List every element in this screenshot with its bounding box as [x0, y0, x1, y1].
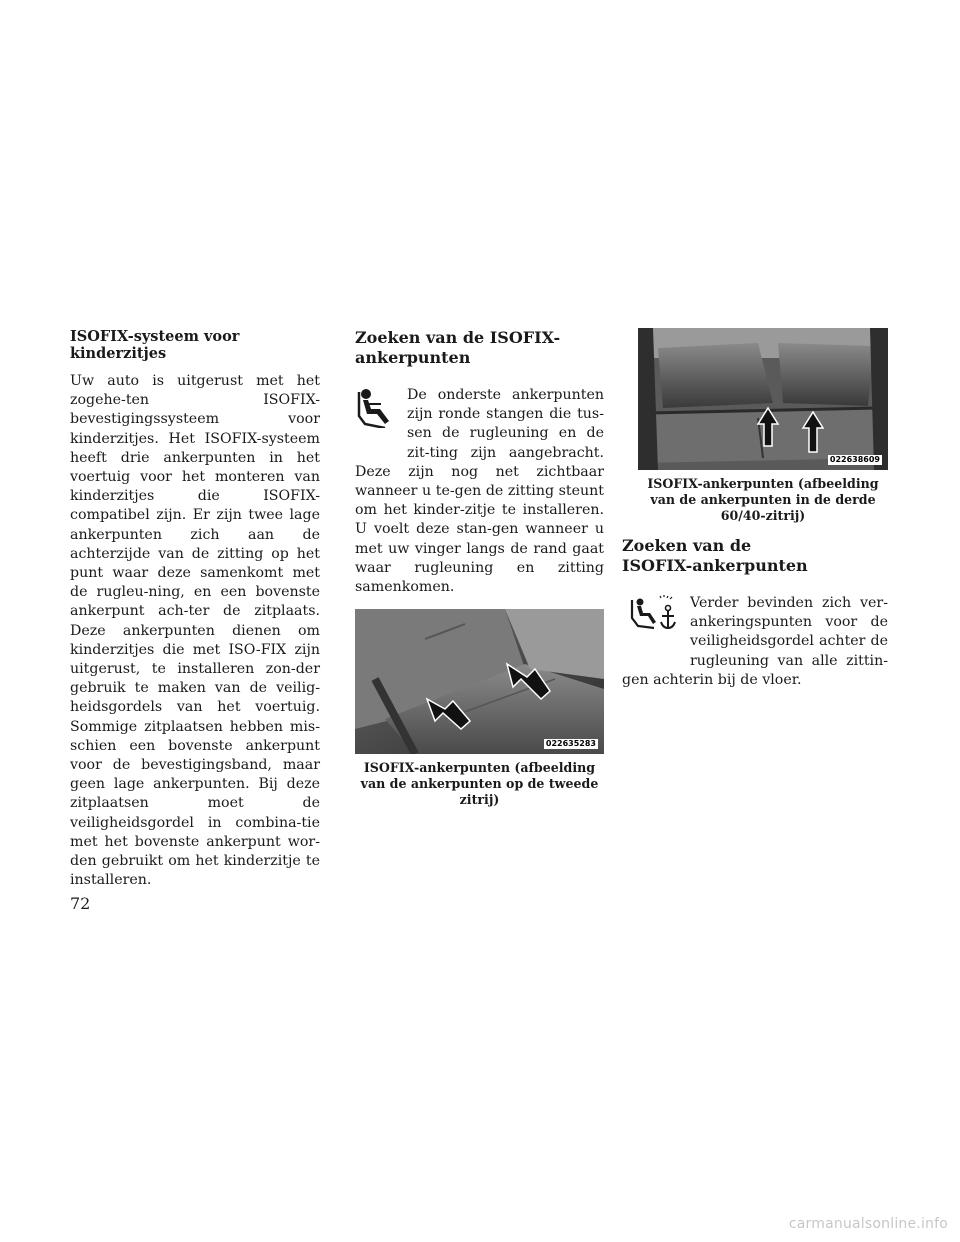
- column-1: [70, 328, 320, 890]
- rear-seat-photo: [355, 609, 604, 754]
- section-body: Uw auto is uitgerust met het zogehe-ten ISOFIX-bevestigingssysteem voor kinderzitjes. Het ISOFIX-systeem heeft drie ankerpunten in het voertuig voor het monteren van kinderzitjes die ISOFIX-compatibel zijn. Er zijn twee lage ankerpunten zich aan de achterzijde van de zitting op het punt waar deze samenkomt met de rugleu-ning, en een bovenste ankerpunt ach-ter de zitplaats. Deze ankerpunten dienen om kinderzitjes die met ISO-FIX zijn uitgerust, te installeren zon-der gebruik te maken van de veilig-heidsgordels van het voertuig. Sommige zitplaatsen hebben mis-schien een bovenste ankerpunt voor de bevestigingsband, maar geen lage ankerpunten. Bij deze zitplaatsen moet de veiligheidsgordel in combina-tie met het bovenste ankerpunt wor-den gebruikt om het kinderzitje te installeren.: [70, 373, 320, 889]
- section-body: De onderste ankerpunten zijn ronde stangen die tus-sen de rugleuning en de zit-ting zijn aangebracht. Deze zijn nog net zichtbaar wanneer u te-gen de zitting steunt om het kinder-zitje te installeren. U voelt deze stan-gen wanneer u met uw vinger langs de rand gaat waar rugleuning en zitting samenkomen.: [355, 387, 604, 596]
- column-3: [622, 328, 888, 690]
- section-heading: ISOFIX-systeem voor kinderzitjes: [70, 328, 240, 362]
- photo-code: 022638609: [829, 455, 880, 464]
- photo-code: 022635283: [545, 739, 596, 749]
- section-heading: Zoeken van de ISOFIX-ankerpunten: [355, 328, 561, 367]
- page-number: 72: [70, 894, 91, 913]
- watermark: carmanualsonline.info: [788, 1216, 948, 1232]
- photo-caption: ISOFIX-ankerpunten (afbeelding van de ankerpunten op de tweede zitrij): [360, 760, 599, 808]
- column-2: [355, 328, 604, 808]
- section-body: Verder bevinden zich ver-ankeringspunten voor de veiligheidsgordel achter de rugleuning van alle zittin-gen achterin bij de vloer.: [622, 595, 888, 688]
- third-row-seat-photo: [638, 328, 888, 470]
- child-seat-anchor-icon: [630, 594, 690, 652]
- child-seat-icon: [355, 386, 407, 444]
- section-heading: Zoeken van de ISOFIX-ankerpunten: [622, 536, 808, 575]
- photo-caption: ISOFIX-ankerpunten (afbeelding van de ankerpunten in de derde 60/40-zitrij): [647, 476, 879, 523]
